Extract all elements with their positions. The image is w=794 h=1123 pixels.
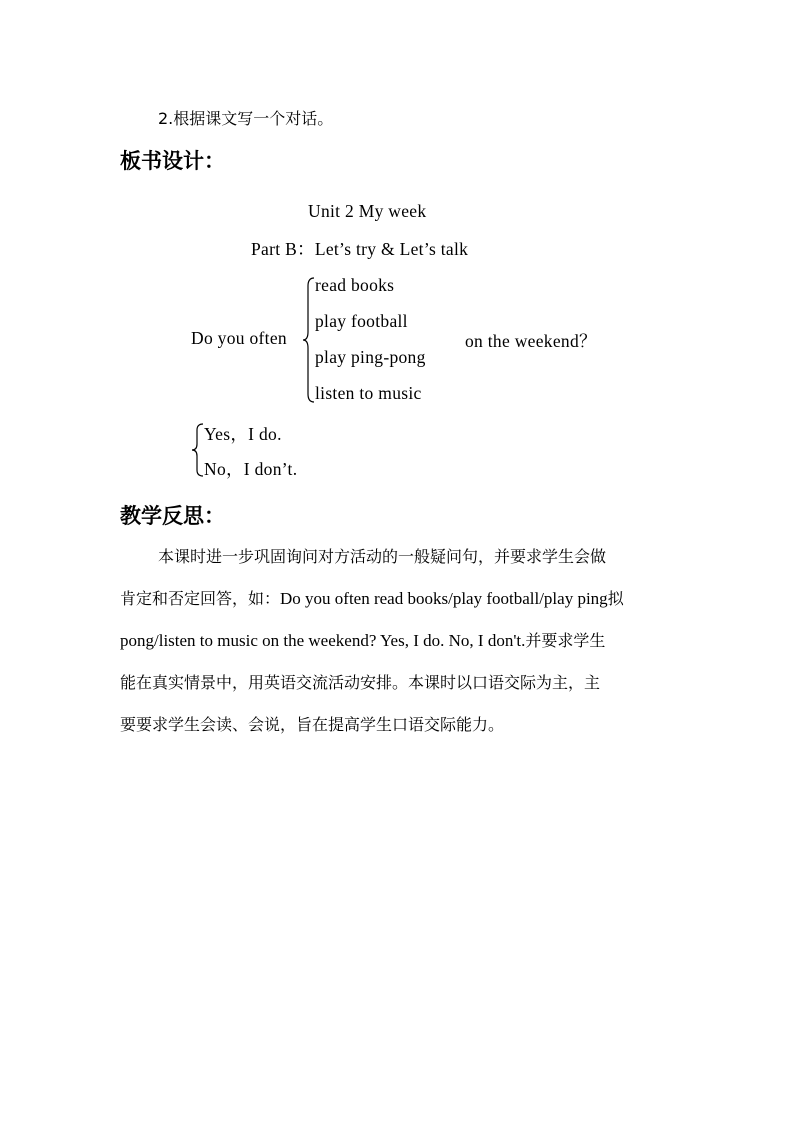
reflection-text-en: Do you often read books/play football/play ping	[280, 589, 608, 608]
reflection-line	[120, 712, 504, 735]
question-prefix: Do you often	[191, 328, 287, 348]
activity-play-ping-pong: play ping-pong	[315, 347, 426, 367]
activity-listen-to-music: listen to music	[315, 383, 422, 403]
reflection-text-zh: 并要求学生	[525, 631, 606, 650]
reflection-text-zh: 要要求学生会读、会说，旨在提高学生口语交际能力。	[120, 715, 505, 734]
answers-brace	[191, 422, 205, 478]
reflection-line	[120, 670, 600, 693]
activity-play-football: play football	[315, 311, 408, 331]
reflection-text-zh: 拟	[607, 589, 624, 608]
answer-no: No，I don’t.	[204, 459, 298, 479]
task-instruction: 2.根据课文写一个对话。	[158, 109, 334, 128]
reflection-line	[120, 628, 605, 651]
reflection-heading: 教学反思：	[120, 504, 225, 528]
reflection-text-en: pong/listen to music on the weekend? Yes, I do. No, I don't.	[120, 631, 526, 650]
board-design-heading: 板书设计：	[120, 149, 225, 173]
reflection-line	[158, 544, 606, 567]
unit-title: Unit 2 My week	[308, 201, 427, 221]
activities-brace	[302, 276, 316, 404]
reflection-text-zh: 能在真实情景中，用英语交流活动安排。本课时以口语交际为主，主	[120, 673, 601, 692]
part-title: Part B：Let’s try & Let’s talk	[251, 239, 469, 259]
question-suffix: on the weekend？	[465, 331, 597, 351]
activity-read-books: read books	[315, 275, 395, 295]
reflection-line	[120, 586, 624, 609]
reflection-text-zh: 本课时进一步巩固询问对方活动的一般疑问句，并要求学生会做	[158, 547, 607, 566]
answer-yes: Yes，I do.	[204, 424, 282, 444]
reflection-text-zh: 肯定和否定回答，如：	[120, 589, 281, 608]
